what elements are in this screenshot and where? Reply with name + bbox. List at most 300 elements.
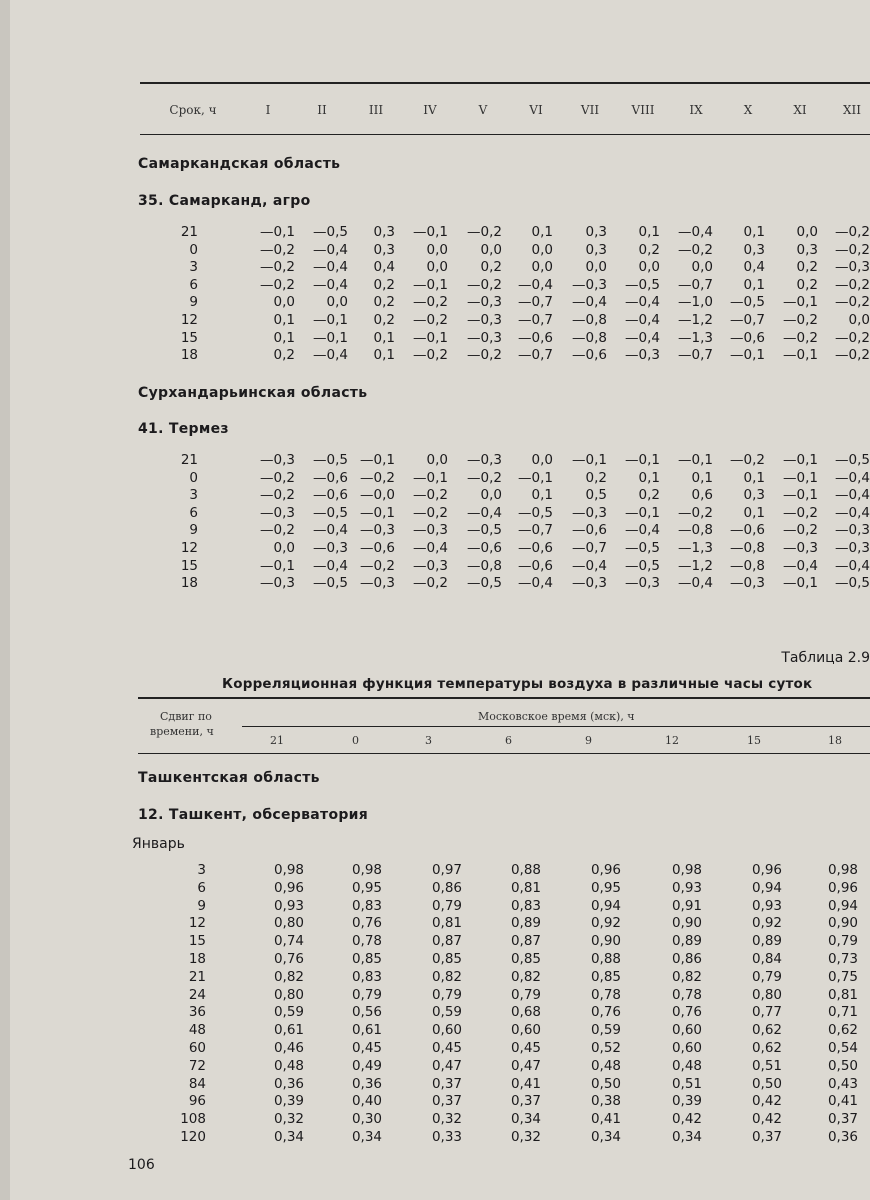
table-row — [10, 915, 870, 933]
table-cell: 0,81 — [827, 986, 858, 1003]
table-cell: —0,4 — [313, 557, 348, 574]
table-cell: 0,1 — [273, 329, 295, 346]
table-cell: 0,45 — [431, 1040, 462, 1056]
hour-label: 12 — [180, 312, 198, 328]
table-cell: —0,4 — [678, 575, 713, 592]
table-cell: —1,3 — [678, 540, 713, 556]
table-cell: 0,94 — [827, 897, 858, 914]
table-cell: —0,6 — [730, 522, 765, 539]
table-cell: 0,98 — [273, 862, 304, 878]
book-page — [10, 0, 870, 1200]
hour-label: 0 — [189, 241, 198, 258]
table-row — [10, 1129, 870, 1147]
table-cell: 0,85 — [590, 968, 621, 985]
table-cell: 0,32 — [431, 1111, 462, 1128]
table-row — [10, 470, 870, 488]
table-cell: —0,1 — [783, 575, 818, 592]
table-cell: —0,6 — [518, 329, 553, 346]
table-row — [10, 452, 870, 470]
table-cell: —0,3 — [360, 522, 395, 539]
table-cell: 0,41 — [510, 1075, 541, 1092]
table-cell: —0,4 — [678, 224, 713, 240]
table-cell: 0,4 — [373, 259, 395, 276]
table-cell: 0,60 — [510, 1022, 541, 1039]
month-header: XII — [842, 103, 862, 117]
table-cell: —0,2 — [835, 294, 870, 311]
table-cell: —0,1 — [572, 452, 607, 468]
month-header: VIII — [631, 103, 655, 117]
table-cell: —0,4 — [572, 557, 607, 574]
table-cell: —0,5 — [467, 575, 502, 592]
table-cell: —0,2 — [413, 312, 448, 328]
hour-label: 21 — [180, 452, 198, 468]
table-cell: —0,1 — [783, 347, 818, 364]
table-cell: 0,1 — [373, 347, 395, 364]
table-cell: 0,61 — [273, 1022, 304, 1039]
table-cell: —0,3 — [572, 575, 607, 592]
table-cell: 0,76 — [671, 1004, 702, 1021]
table-cell: 0,76 — [590, 1004, 621, 1021]
table-cell: —0,2 — [783, 329, 818, 346]
table-cell: —0,2 — [413, 487, 448, 504]
table-cell: —1,2 — [678, 312, 713, 328]
table-cell: —0,1 — [678, 452, 713, 468]
table-cell: —0,4 — [625, 522, 660, 539]
table-cell: —0,6 — [360, 540, 395, 556]
table-cell: —0,2 — [467, 347, 502, 364]
table-cell: —0,3 — [260, 504, 295, 521]
hour-label: 3 — [189, 259, 198, 276]
table-cell: 0,49 — [351, 1057, 382, 1074]
table-cell: 0,34 — [671, 1129, 702, 1145]
table-cell: —0,2 — [835, 241, 870, 258]
table-cell: 0,88 — [590, 951, 621, 967]
table-cell: —0,6 — [313, 487, 348, 504]
table-cell: 0,62 — [751, 1022, 782, 1039]
table-cell: 0,98 — [671, 862, 702, 878]
table-cell: —0,5 — [518, 504, 553, 521]
table-cell: 0,94 — [751, 879, 782, 896]
table-cell: 0,83 — [351, 968, 382, 985]
table-cell: 0,1 — [273, 312, 295, 328]
table-cell: 0,96 — [827, 879, 858, 896]
table-cell: —0,5 — [835, 452, 870, 468]
table-cell: 0,0 — [691, 259, 713, 276]
table-cell: —1,3 — [678, 329, 713, 346]
table-cell: —0,4 — [313, 259, 348, 276]
table-cell: 0,32 — [510, 1129, 541, 1145]
table-cell: —0,4 — [835, 469, 870, 486]
srok-header: Срок, ч — [169, 103, 217, 117]
table-cell: 0,90 — [827, 915, 858, 932]
table-cell: 0,39 — [273, 1093, 304, 1110]
table-cell: —0,1 — [413, 329, 448, 346]
table-cell: 0,62 — [751, 1040, 782, 1056]
table-cell: 0,3 — [796, 241, 818, 258]
group-rule — [242, 726, 870, 727]
table-cell: 0,94 — [590, 897, 621, 914]
shift-label: 36 — [188, 1004, 206, 1021]
table-cell: 0,85 — [510, 951, 541, 967]
table-cell: 0,82 — [671, 968, 702, 985]
table-cell: 0,32 — [273, 1111, 304, 1128]
table-cell: —0,4 — [313, 347, 348, 364]
shift-label: 9 — [197, 897, 206, 914]
table-cell: —0,5 — [313, 224, 348, 240]
table-cell: 0,0 — [426, 452, 448, 468]
table-cell: 0,42 — [751, 1111, 782, 1128]
shift-label: 6 — [197, 879, 206, 896]
table-cell: —0,4 — [572, 294, 607, 311]
table-cell: 0,37 — [510, 1093, 541, 1110]
table-cell: —0,3 — [835, 522, 870, 539]
page-number: 106 — [128, 1157, 155, 1173]
table-cell: 0,1 — [743, 469, 765, 486]
table-cell: 0,82 — [510, 968, 541, 985]
table-cell: —0,2 — [467, 224, 502, 240]
table-cell: —0,1 — [783, 294, 818, 311]
table-cell: —0,2 — [678, 504, 713, 521]
table-cell: —0,2 — [260, 487, 295, 504]
table-cell: 0,0 — [585, 259, 607, 276]
table-cell: 0,45 — [351, 1040, 382, 1056]
table-cell: 0,2 — [796, 276, 818, 293]
table-cell: —0,2 — [835, 329, 870, 346]
table-row — [10, 1058, 870, 1076]
table-cell: —0,6 — [572, 522, 607, 539]
table-cell: 0,47 — [510, 1057, 541, 1074]
table-cell: 0,0 — [531, 241, 553, 258]
table-cell: —0,3 — [413, 522, 448, 539]
table-cell: 0,38 — [590, 1093, 621, 1110]
table-row — [10, 969, 870, 987]
table-cell: —0,4 — [518, 276, 553, 293]
table-cell: 0,93 — [751, 897, 782, 914]
table-row — [10, 224, 870, 242]
hour-label: 15 — [180, 557, 198, 574]
table-cell: 0,56 — [351, 1004, 382, 1021]
month-header: X — [743, 103, 753, 117]
month-label: Январь — [132, 836, 185, 852]
table-cell: —0,8 — [730, 540, 765, 556]
table-cell: 0,51 — [751, 1057, 782, 1074]
table-cell: 0,81 — [431, 915, 462, 932]
table-row — [10, 987, 870, 1005]
table-cell: 0,0 — [531, 452, 553, 468]
table-cell: 0,0 — [796, 224, 818, 240]
month-header: II — [317, 103, 327, 117]
table-cell: 0,2 — [585, 469, 607, 486]
table-cell: 0,48 — [671, 1057, 702, 1074]
table-cell: —0,1 — [625, 504, 660, 521]
table-cell: 0,87 — [510, 933, 541, 950]
table-cell: —0,7 — [730, 312, 765, 328]
table2-top-rule — [138, 697, 870, 699]
table-cell: —0,7 — [518, 347, 553, 364]
table-cell: —1,0 — [678, 294, 713, 311]
shift-label: 18 — [188, 951, 206, 967]
table-cell: 0,0 — [638, 259, 660, 276]
table-cell: —0,1 — [313, 312, 348, 328]
hour-label: 9 — [189, 522, 198, 539]
hour-label: 3 — [189, 487, 198, 504]
month-header: IX — [689, 103, 703, 117]
table-row — [10, 487, 870, 505]
table-cell: —0,2 — [413, 575, 448, 592]
table-row — [10, 505, 870, 523]
hour-header: 0 — [352, 734, 359, 747]
table-cell: 0,2 — [480, 259, 502, 276]
table-cell: —0,2 — [260, 259, 295, 276]
table-cell: —0,8 — [467, 557, 502, 574]
table-cell: 0,87 — [431, 933, 462, 950]
table-cell: 0,2 — [638, 487, 660, 504]
table-cell: 0,71 — [827, 1004, 858, 1021]
hour-header: 21 — [270, 734, 284, 747]
table-cell: 0,93 — [273, 897, 304, 914]
month-header: IV — [423, 103, 437, 117]
table-cell: —0,2 — [783, 504, 818, 521]
table-row — [10, 312, 870, 330]
table-cell: 0,48 — [273, 1057, 304, 1074]
table-cell: —0,4 — [625, 329, 660, 346]
table-cell: —0,7 — [518, 522, 553, 539]
table-cell: 0,1 — [743, 224, 765, 240]
table-cell: 0,52 — [590, 1040, 621, 1056]
table-cell: 0,50 — [751, 1075, 782, 1092]
table-cell: 0,95 — [351, 879, 382, 896]
shift-label: 84 — [188, 1075, 206, 1092]
table-cell: 0,3 — [743, 241, 765, 258]
shift-label: 12 — [188, 915, 206, 932]
table-cell: —0,1 — [730, 347, 765, 364]
table-cell: —0,2 — [835, 347, 870, 364]
table-cell: —0,4 — [413, 540, 448, 556]
table-cell: 0,97 — [431, 862, 462, 878]
month-header: XI — [793, 103, 807, 117]
table-cell: —0,8 — [572, 329, 607, 346]
table-cell: 0,84 — [751, 951, 782, 967]
table-cell: —0,2 — [678, 241, 713, 258]
station-heading: 12. Ташкент, обсерватория — [138, 807, 369, 823]
table-cell: 0,42 — [671, 1111, 702, 1128]
shift-label: 108 — [180, 1111, 206, 1128]
table-cell: —0,2 — [783, 522, 818, 539]
table-cell: 0,1 — [691, 469, 713, 486]
shift-header-2: времени, ч — [150, 725, 214, 738]
table-cell: 0,82 — [273, 968, 304, 985]
table-cell: 0,1 — [743, 504, 765, 521]
table-cell: —0,1 — [783, 487, 818, 504]
table-cell: 0,4 — [743, 259, 765, 276]
table-cell: —0,4 — [313, 276, 348, 293]
table-cell: 0,96 — [751, 862, 782, 878]
shift-label: 96 — [188, 1093, 206, 1110]
table-cell: 0,30 — [351, 1111, 382, 1128]
table-cell: 0,33 — [431, 1129, 462, 1145]
table-cell: 0,43 — [827, 1075, 858, 1092]
table-cell: 0,0 — [326, 294, 348, 311]
table-cell: —0,1 — [313, 329, 348, 346]
table-cell: 0,59 — [590, 1022, 621, 1039]
table-cell: 0,47 — [431, 1057, 462, 1074]
oblast-heading: Сурхандарьинская область — [138, 385, 368, 401]
table-cell: —0,4 — [835, 557, 870, 574]
table-row — [10, 1022, 870, 1040]
shift-label: 72 — [188, 1057, 206, 1074]
table-cell: 0,75 — [827, 968, 858, 985]
table-cell: —0,4 — [625, 312, 660, 328]
table1-top-rule — [140, 82, 870, 84]
table-cell: 0,89 — [510, 915, 541, 932]
table-cell: 0,0 — [426, 241, 448, 258]
table-cell: —0,6 — [467, 540, 502, 556]
table-cell: 0,86 — [671, 951, 702, 967]
table-cell: —0,4 — [625, 294, 660, 311]
table-cell: 0,5 — [585, 487, 607, 504]
table-cell: 0,41 — [827, 1093, 858, 1110]
table-cell: —0,8 — [730, 557, 765, 574]
station-heading: 41. Термез — [138, 421, 229, 437]
table-row — [10, 558, 870, 576]
table-cell: —0,6 — [518, 540, 553, 556]
table-cell: 0,0 — [426, 259, 448, 276]
table-cell: 0,79 — [431, 897, 462, 914]
hour-header: 3 — [425, 734, 432, 747]
table-cell: —0,5 — [625, 276, 660, 293]
table-cell: 0,59 — [273, 1004, 304, 1021]
table-cell: —0,3 — [730, 575, 765, 592]
table-row — [10, 330, 870, 348]
table-cell: —0,2 — [783, 312, 818, 328]
table-cell: 0,36 — [351, 1075, 382, 1092]
table-row — [10, 1004, 870, 1022]
table-cell: —0,5 — [313, 575, 348, 592]
table-cell: —0,5 — [625, 540, 660, 556]
month-header: V — [478, 103, 488, 117]
hour-label: 18 — [180, 347, 198, 364]
hour-header: 6 — [505, 734, 512, 747]
table-cell: 0,95 — [590, 879, 621, 896]
table-cell: —0,3 — [360, 575, 395, 592]
table-cell: 0,76 — [351, 915, 382, 932]
table-row — [10, 1040, 870, 1058]
table-cell: 0,60 — [671, 1022, 702, 1039]
table-cell: 0,36 — [827, 1129, 858, 1145]
table-cell: 0,80 — [751, 986, 782, 1003]
shift-label: 120 — [180, 1129, 206, 1145]
table-cell: —0,4 — [783, 557, 818, 574]
table-cell: —0,3 — [467, 312, 502, 328]
table-cell: 0,0 — [273, 540, 295, 556]
table-cell: 0,78 — [351, 933, 382, 950]
table-cell: —0,2 — [730, 452, 765, 468]
table-cell: —0,3 — [625, 347, 660, 364]
table-cell: 0,79 — [751, 968, 782, 985]
table-cell: —0,7 — [518, 294, 553, 311]
hour-header: 18 — [828, 734, 842, 747]
table-cell: —0,1 — [783, 452, 818, 468]
table-cell: 0,34 — [510, 1111, 541, 1128]
table-cell: —0,7 — [678, 347, 713, 364]
month-header: III — [368, 103, 384, 117]
table-cell: 0,51 — [671, 1075, 702, 1092]
table-row — [10, 242, 870, 260]
table-row — [10, 522, 870, 540]
table-row — [10, 294, 870, 312]
table-cell: 0,45 — [510, 1040, 541, 1056]
oblast-heading: Ташкентская область — [138, 770, 320, 786]
table-cell: 0,93 — [671, 879, 702, 896]
table-cell: —0,3 — [467, 329, 502, 346]
hour-label: 6 — [189, 504, 198, 521]
table-cell: —0,2 — [260, 241, 295, 258]
table-cell: 0,73 — [827, 951, 858, 967]
table-cell: 0,86 — [431, 879, 462, 896]
hour-header: 12 — [665, 734, 679, 747]
table-cell: —0,3 — [835, 259, 870, 276]
oblast-heading: Самаркандская область — [138, 156, 341, 172]
table-row — [10, 898, 870, 916]
table-cell: —0,3 — [783, 540, 818, 556]
table-cell: 0,3 — [743, 487, 765, 504]
table-cell: —0,5 — [625, 557, 660, 574]
table-cell: 0,0 — [848, 312, 870, 328]
table-cell: 0,3 — [373, 224, 395, 240]
table-cell: —0,3 — [467, 452, 502, 468]
table-row — [10, 1093, 870, 1111]
table-cell: 0,68 — [510, 1004, 541, 1021]
table-cell: —0,2 — [835, 224, 870, 240]
table-cell: 0,0 — [273, 294, 295, 311]
table-cell: 0,0 — [480, 241, 502, 258]
table-cell: —0,4 — [313, 522, 348, 539]
hour-label: 0 — [189, 469, 198, 486]
table-cell: 0,90 — [671, 915, 702, 932]
table-cell: —0,2 — [413, 504, 448, 521]
table-cell: —0,4 — [835, 504, 870, 521]
table-cell: 0,2 — [638, 241, 660, 258]
hour-label: 9 — [189, 294, 198, 311]
table-cell: 0,42 — [751, 1093, 782, 1110]
table-cell: 0,41 — [590, 1111, 621, 1128]
table-cell: 0,50 — [590, 1075, 621, 1092]
table-cell: 0,34 — [590, 1129, 621, 1145]
table-cell: —0,2 — [413, 294, 448, 311]
table-cell: —0,8 — [572, 312, 607, 328]
table-cell: —0,8 — [678, 522, 713, 539]
table-cell: —0,2 — [260, 469, 295, 486]
table-cell: 0,6 — [691, 487, 713, 504]
shift-label: 3 — [197, 862, 206, 878]
table-title: Корреляционная функция температуры воздуха в различные часы суток — [222, 676, 813, 692]
table-row — [10, 933, 870, 951]
table-cell: —0,3 — [260, 575, 295, 592]
table-cell: —0,7 — [678, 276, 713, 293]
table-cell: 0,59 — [431, 1004, 462, 1021]
table-cell: —0,1 — [260, 224, 295, 240]
table-cell: 0,89 — [671, 933, 702, 950]
table-cell: —0,3 — [572, 504, 607, 521]
table-cell: 0,61 — [351, 1022, 382, 1039]
table-cell: —0,2 — [835, 276, 870, 293]
table-cell: 0,79 — [510, 986, 541, 1003]
shift-label: 48 — [188, 1022, 206, 1039]
table-cell: —0,1 — [413, 276, 448, 293]
table-row — [10, 1076, 870, 1094]
table-cell: —0,3 — [413, 557, 448, 574]
table-cell: —0,3 — [260, 452, 295, 468]
